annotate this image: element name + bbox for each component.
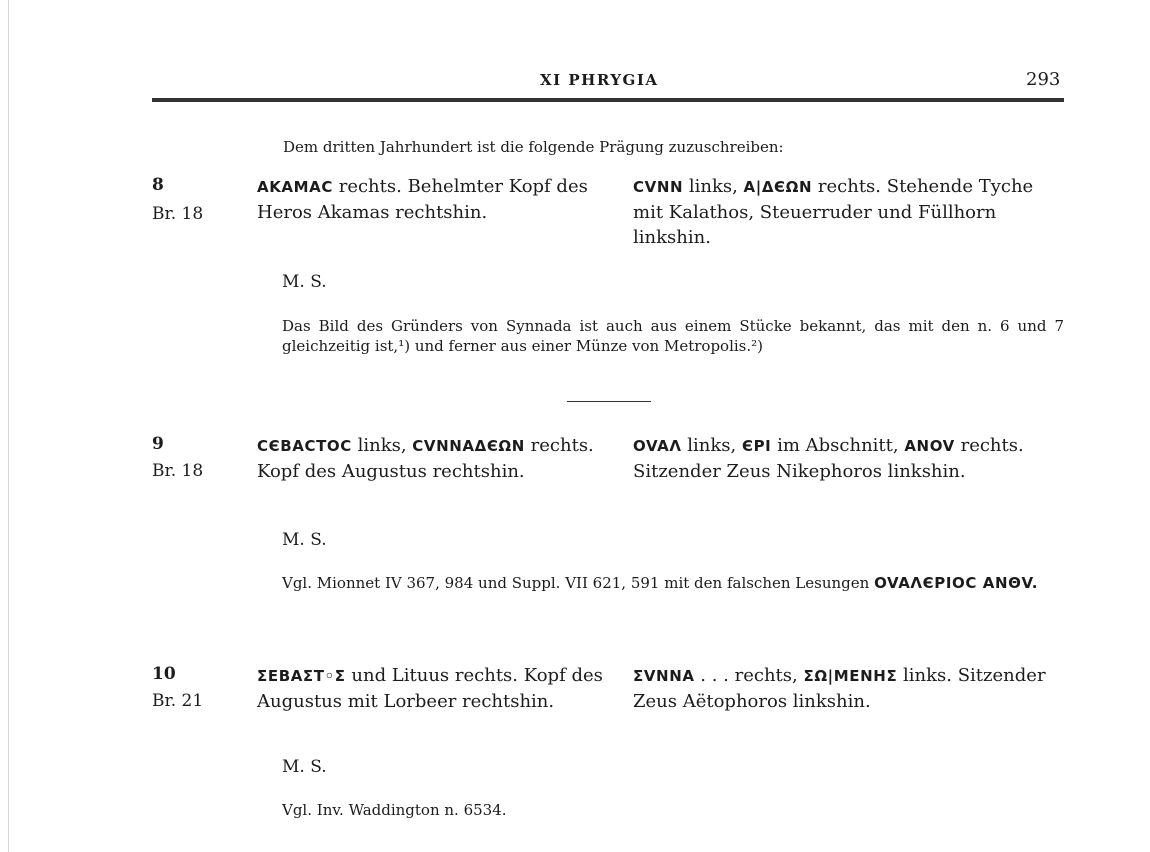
obverse-text: und Lituus rechts. Kopf des Augustus mit Lorbeer rechtshin. (257, 665, 603, 712)
reverse-text: im Abschnitt, (771, 435, 905, 456)
collection-mark: M. S. (282, 272, 327, 292)
page-number: 293 (1026, 69, 1061, 90)
running-title: XI PHRYGIA (540, 71, 659, 89)
header-rule (152, 98, 1064, 102)
obverse-description (257, 663, 609, 714)
entry-size: Br. 18 (152, 461, 204, 481)
page-edge-line (8, 0, 9, 852)
reverse-text: rechts. Sitzender Zeus Nikephoros linkshin. (633, 435, 1024, 482)
obverse-legend: AKAMAC (257, 178, 333, 196)
entry-size: Br. 21 (152, 691, 204, 711)
reverse-description (633, 174, 1065, 250)
obverse-legend: CЄBACTOC (257, 437, 352, 455)
reverse-text: links. Sitzender Zeus Aëtophoros linkshin. (633, 665, 1046, 712)
reverse-legend: CVNN (633, 178, 684, 196)
reverse-legend: OVAΛ (633, 437, 682, 455)
obverse-legend: ΣΕΒΑΣΤ◦Σ (257, 667, 346, 685)
obverse-text: links, (351, 435, 413, 456)
collection-mark: M. S. (282, 757, 327, 777)
reverse-legend: ΣVNNA (633, 667, 695, 685)
section-separator (567, 401, 651, 402)
footnote-legend: OVAΛЄPIOC ANΘV. (874, 574, 1039, 592)
entry-size: Br. 18 (152, 204, 204, 224)
obverse-text: rechts. Behelmter Kopf des Heros Akamas rechtshin. (257, 176, 588, 223)
collection-mark: M. S. (282, 530, 327, 550)
reverse-legend: ЄPI (741, 437, 772, 455)
obverse-description (257, 174, 609, 225)
reverse-legend: ΣΩ|MENHΣ (803, 667, 898, 685)
reverse-description (633, 433, 1065, 484)
entry-number: 8 (152, 175, 164, 195)
reverse-legend: ANOV (904, 437, 955, 455)
footnote-body: Vgl. Mionnet IV 367, 984 und Suppl. VII 621, 591 mit den falschen Lesungen (282, 574, 875, 592)
reverse-legend: A|ΔЄΩN (743, 178, 813, 196)
reverse-text: rechts. Stehende Tyche mit Kalathos, Steuerruder und Füllhorn linkshin. (633, 176, 1034, 248)
reverse-text: links, (683, 176, 744, 197)
entry-number: 9 (152, 434, 164, 454)
entry-number: 10 (152, 664, 176, 684)
obverse-description (257, 433, 609, 484)
reverse-text: . . . rechts, (694, 665, 804, 686)
obverse-legend: CVNNAΔЄΩN (412, 437, 525, 455)
footnote-text: Vgl. Inv. Waddington n. 6534. (282, 801, 507, 819)
obverse-text: rechts. Kopf des Augustus rechtshin. (257, 435, 594, 482)
reverse-text: links, (681, 435, 742, 456)
intro-text: Dem dritten Jahrhundert ist die folgende Prägung zuzuschreiben: (283, 138, 784, 156)
footnote-text: Das Bild des Gründers von Synnada ist auch aus einem Stücke bekannt, das mit den n. 6 und 7 gleichzeitig ist,¹) und ferner aus einer Münze von Metropolis.²) (282, 317, 1064, 355)
footnote-text (282, 573, 1064, 593)
reverse-description (633, 663, 1065, 714)
